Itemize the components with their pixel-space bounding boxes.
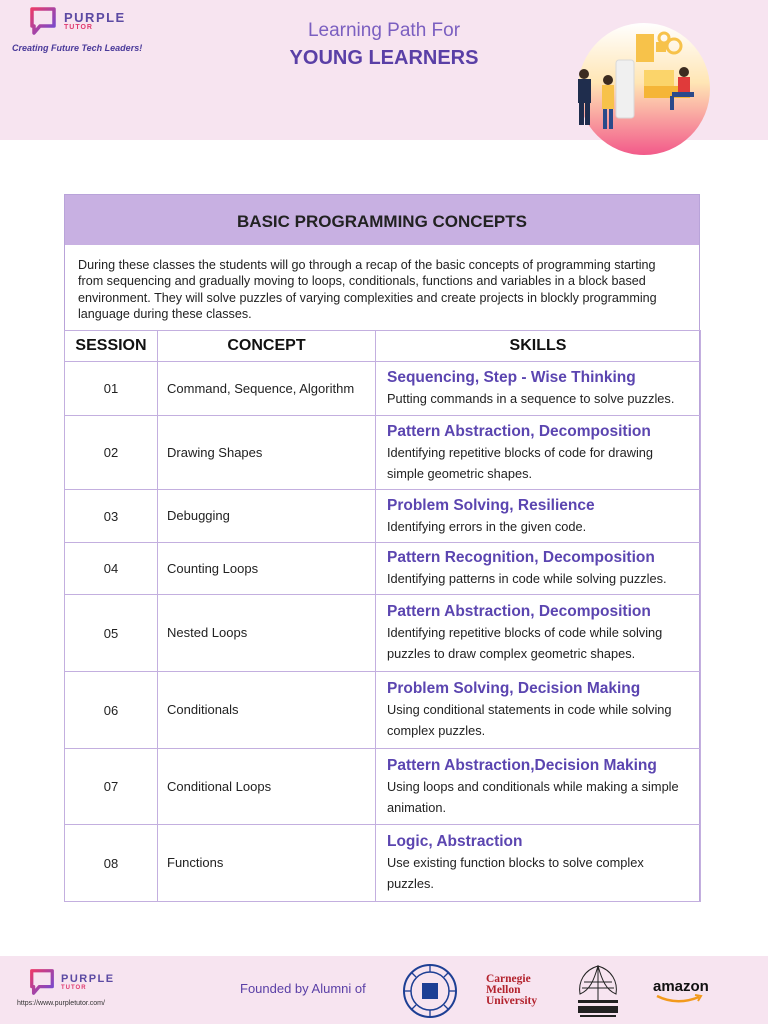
iim-logo-icon bbox=[570, 962, 626, 1022]
concept-cell: Nested Loops bbox=[158, 595, 376, 672]
footer-brand-name: PURPLE bbox=[61, 972, 115, 985]
brand-logo[interactable] bbox=[28, 6, 126, 36]
table-header-row bbox=[65, 331, 701, 362]
brand-name: PURPLE bbox=[64, 10, 126, 25]
title-line2: YOUNG LEARNERS bbox=[289, 47, 479, 69]
header-session: SESSION bbox=[65, 331, 158, 362]
amazon-logo: amazon bbox=[653, 978, 709, 995]
cmu-line3: University bbox=[486, 995, 538, 1007]
table-row bbox=[65, 672, 701, 749]
skill-title: Pattern Recognition, Decomposition bbox=[387, 549, 655, 566]
skills-cell bbox=[376, 362, 701, 416]
brand-sub: TUTOR bbox=[64, 24, 93, 31]
table-row bbox=[65, 362, 701, 416]
footer-brand-logo[interactable] bbox=[28, 968, 115, 996]
concept-cell: Conditional Loops bbox=[158, 749, 376, 825]
session-number: 02 bbox=[65, 416, 158, 490]
founded-text: Founded by Alumni of bbox=[240, 981, 366, 996]
footer bbox=[0, 956, 768, 1024]
skill-desc: Use existing function blocks to solve complex puzzles. bbox=[387, 855, 644, 891]
session-number: 05 bbox=[65, 595, 158, 672]
table-row bbox=[65, 490, 701, 543]
skill-desc: Identifying repetitive blocks of code while solving puzzles to draw complex geometric shapes. bbox=[387, 625, 663, 661]
skill-desc: Using conditional statements in code while solving complex puzzles. bbox=[387, 702, 672, 738]
iit-logo-icon bbox=[402, 963, 458, 1019]
cmu-logo bbox=[486, 974, 537, 1007]
header-skills: SKILLS bbox=[376, 331, 701, 362]
cmu-line2: Mellon bbox=[486, 984, 521, 996]
skill-title: Pattern Abstraction, Decomposition bbox=[387, 603, 651, 620]
skills-cell bbox=[376, 490, 701, 543]
page-title bbox=[230, 20, 538, 70]
session-number: 04 bbox=[65, 543, 158, 595]
skills-cell bbox=[376, 825, 701, 902]
skill-title: Sequencing, Step - Wise Thinking bbox=[387, 369, 636, 386]
curriculum-table bbox=[64, 194, 700, 902]
session-number: 06 bbox=[65, 672, 158, 749]
session-number: 03 bbox=[65, 490, 158, 543]
amazon-smile-icon bbox=[655, 994, 705, 1004]
skill-desc: Identifying patterns in code while solving puzzles. bbox=[387, 571, 667, 586]
tagline: Creating Future Tech Leaders! bbox=[12, 43, 143, 53]
concept-cell: Conditionals bbox=[158, 672, 376, 749]
table-row bbox=[65, 543, 701, 595]
table-row bbox=[65, 749, 701, 825]
section-title: BASIC PROGRAMMING CONCEPTS bbox=[65, 195, 699, 245]
concept-cell: Counting Loops bbox=[158, 543, 376, 595]
concept-cell: Command, Sequence, Algorithm bbox=[158, 362, 376, 416]
concept-cell: Debugging bbox=[158, 490, 376, 543]
header-concept: CONCEPT bbox=[158, 331, 376, 362]
cmu-line1: Carnegie bbox=[486, 973, 531, 985]
section-intro: During these classes the students will go through a recap of the basic concepts of programming starting from sequencing and gradually moving to loops, conditionals, functions and variables in a block based environment. They will solve puzzles of varying complexities and create projects in blockly programming language during these classes. bbox=[78, 258, 657, 321]
session-number: 07 bbox=[65, 749, 158, 825]
learners-illustration bbox=[574, 22, 714, 156]
skill-title: Pattern Abstraction,Decision Making bbox=[387, 756, 657, 774]
purple-tutor-logo-icon bbox=[28, 968, 56, 996]
skills-cell bbox=[376, 595, 701, 672]
concept-cell: Functions bbox=[158, 825, 376, 902]
table-row bbox=[65, 416, 701, 490]
purple-tutor-logo-icon bbox=[28, 6, 58, 36]
skills-cell bbox=[376, 416, 701, 490]
skill-desc: Identifying errors in the given code. bbox=[387, 518, 587, 534]
skill-desc: Putting commands in a sequence to solve puzzles. bbox=[387, 391, 675, 406]
skill-desc: Identifying repetitive blocks of code for drawing simple geometric shapes. bbox=[387, 444, 654, 481]
footer-brand-sub: TUTOR bbox=[61, 984, 87, 991]
table-row bbox=[65, 825, 701, 902]
skill-desc: Using loops and conditionals while making a simple animation. bbox=[387, 778, 679, 815]
skills-cell bbox=[376, 672, 701, 749]
sessions-table bbox=[64, 330, 701, 902]
footer-url[interactable]: https://www.purpletutor.com/ bbox=[17, 1000, 105, 1007]
skill-title: Logic, Abstraction bbox=[387, 833, 523, 850]
skills-cell bbox=[376, 749, 701, 825]
skills-cell bbox=[376, 543, 701, 595]
session-number: 08 bbox=[65, 825, 158, 902]
skill-title: Problem Solving, Decision Making bbox=[387, 680, 641, 697]
title-line1: Learning Path For bbox=[307, 20, 461, 41]
session-number: 01 bbox=[65, 362, 158, 416]
concept-cell: Drawing Shapes bbox=[158, 416, 376, 490]
skill-title: Pattern Abstraction, Decomposition bbox=[387, 422, 651, 440]
skill-title: Problem Solving, Resilience bbox=[387, 496, 595, 514]
table-row bbox=[65, 595, 701, 672]
